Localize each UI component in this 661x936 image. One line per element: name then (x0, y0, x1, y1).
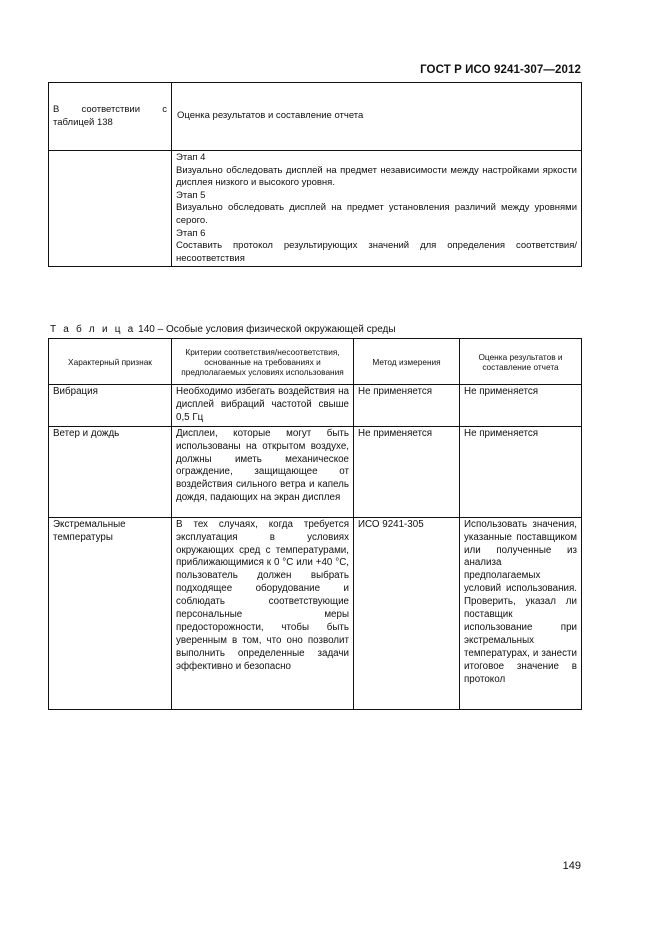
step-text: Визуально обследовать дисплей на предмет установления различий между уровнями серого. (176, 202, 577, 226)
step-label: Этап 4 (176, 152, 206, 163)
caption-number: 140 (138, 324, 155, 335)
cell-method: Не применяется (354, 385, 460, 427)
cell-feature: Вибрация (49, 385, 172, 427)
table-row (49, 517, 582, 709)
cell-method: ИСО 9241-305 (354, 517, 460, 709)
document-code: ГОСТ Р ИСО 9241-307—2012 (420, 64, 581, 76)
cell-criteria: В тех случаях, когда требуется эксплуатация в условиях окружающих сред с температурами, приближающимися к 0 °С или +40 °С, пользователь должен выбрать подходящее оборудование и соблюдать соответствующие персональные меры предосторожности, чтобы быть уверенным в том, что оно позволит выполнить определенные задачи эффективно и безопасно (172, 517, 354, 709)
column-header: Критерии соответствия/несоответствия, основанные на требованиях и предполагаемых условиях использования (172, 339, 354, 385)
table-caption (50, 324, 396, 335)
cell-assessment: Использовать значения, указанные поставщиком или полученные из анализа предполагаемых условий использования. Проверить, указал ли поставщик использование при экстремальных температурах, и занести итоговое значение в протокол (460, 517, 582, 709)
cell-feature: Экстремальные температуры (49, 517, 172, 709)
column-header: Характерный признак (49, 339, 172, 385)
caption-title: – Особые условия физической окружающей среды (157, 324, 396, 335)
table-row (49, 426, 582, 517)
continued-table (48, 82, 582, 267)
table-row (49, 151, 582, 267)
cell-criteria: Необходимо избегать воздействия на дисплей вибраций частотой свыше 0,5 Гц (172, 385, 354, 427)
page-number: 149 (562, 860, 581, 872)
column-header: Метод измерения (354, 339, 460, 385)
cell-reference: В соответствии с таблицей 138 (49, 83, 172, 151)
table-header-row (49, 339, 582, 385)
step-label: Этап 6 (176, 227, 206, 239)
cell-steps (172, 151, 582, 267)
step-text: Составить протокол результирующих значений для определения соответствия/несоответствия (176, 240, 577, 264)
table-row (49, 385, 582, 427)
step-text: Визуально обследовать дисплей на предмет независимости между настройками яркости дисплея низкого и высокого уровня. (176, 164, 577, 189)
cell-assessment: Не применяется (460, 426, 582, 517)
cell-empty (49, 151, 172, 267)
step-label: Этап 5 (176, 189, 206, 201)
cell-method: Не применяется (354, 426, 460, 517)
cell-criteria: Дисплеи, которые могут быть использованы на открытом воздухе, должны иметь механическое ограждение, защищающее от воздействия сильного ветра и капель дождя, падающих на экран дисплея (172, 426, 354, 517)
cell-heading: Оценка результатов и составление отчета (172, 83, 582, 151)
cell-feature: Ветер и дождь (49, 426, 172, 517)
table-row (49, 83, 582, 151)
column-header: Оценка результатов и составление отчета (460, 339, 582, 385)
cell-assessment: Не применяется (460, 385, 582, 427)
conditions-table (48, 338, 582, 710)
caption-label: Т а б л и ц а (50, 324, 136, 335)
